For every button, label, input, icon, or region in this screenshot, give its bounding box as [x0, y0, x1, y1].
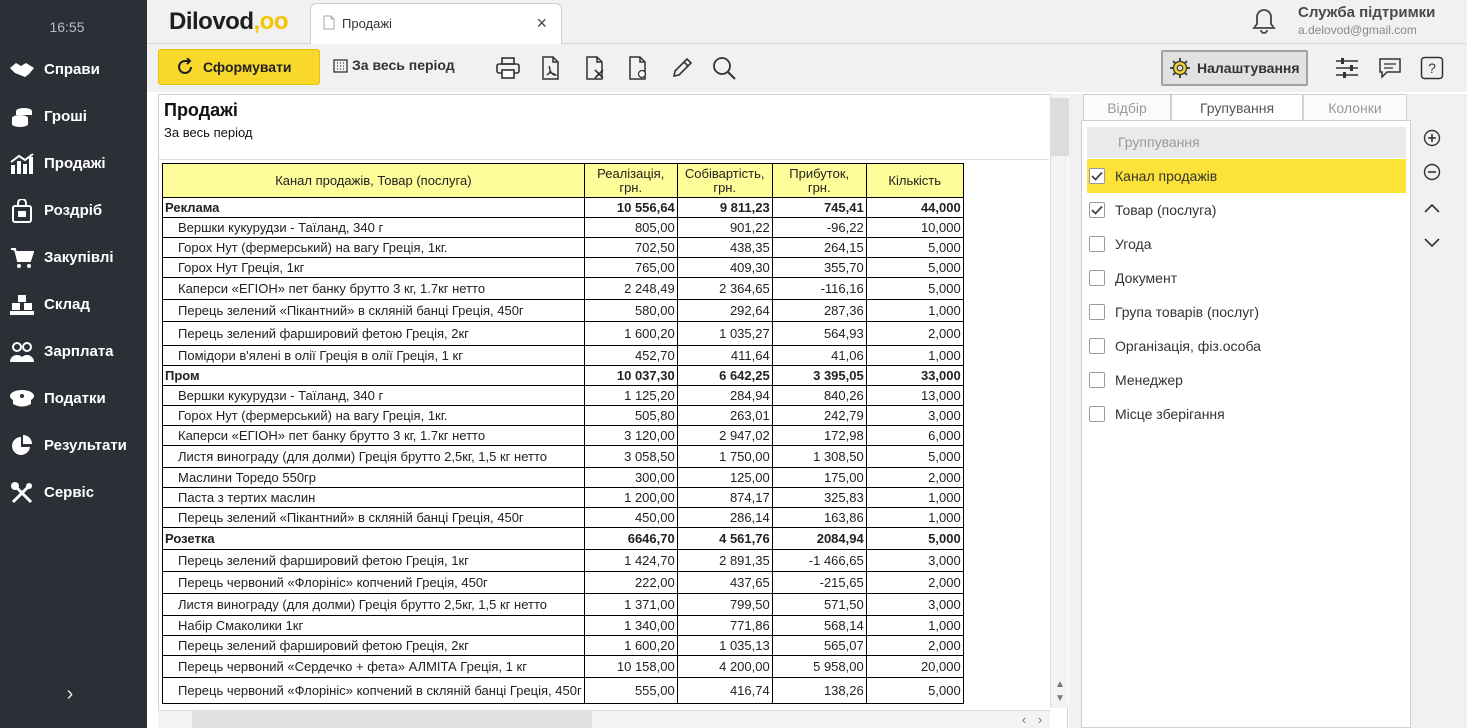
cell-qty: 10,000	[866, 218, 963, 238]
cell-name: Вершки кукурудзи - Таїланд, 340 г	[163, 218, 585, 238]
period-button-label: За весь період	[352, 57, 455, 73]
cell-name: Перець червоний «Сердечко + фета» АЛМІТА Греція, 1 кг	[163, 656, 585, 678]
sliders-icon[interactable]	[1333, 54, 1361, 82]
checkbox[interactable]	[1089, 406, 1105, 422]
cell-qty: 5,000	[866, 278, 963, 300]
cell-profit: 745,41	[772, 198, 866, 218]
chevron-down-icon[interactable]	[1421, 232, 1443, 254]
cell-sales: 765,00	[584, 258, 677, 278]
remove-icon[interactable]	[1421, 161, 1443, 183]
cell-sales: 222,00	[584, 572, 677, 594]
bar-chart-icon	[9, 151, 35, 177]
shopping-bag-icon	[9, 198, 35, 224]
cell-profit: 571,50	[772, 594, 866, 616]
col-header-profit: Прибуток, грн.	[772, 164, 866, 198]
calendar-icon	[333, 58, 348, 73]
table-row	[163, 218, 964, 238]
logo-text: Dilovod	[169, 8, 254, 35]
cell-qty: 3,000	[866, 406, 963, 426]
cell-sales: 1 600,20	[584, 322, 677, 346]
tab-filter[interactable]: Відбір	[1083, 94, 1171, 120]
cell-cost: 125,00	[677, 468, 772, 488]
grouping-item[interactable]	[1087, 193, 1406, 227]
report-table	[162, 163, 964, 704]
col-header-name: Канал продажів, Товар (послуга)	[163, 164, 585, 198]
cell-sales: 452,70	[584, 346, 677, 366]
support-email: a.delovod@gmail.com	[1298, 23, 1417, 37]
cell-qty: 3,000	[866, 594, 963, 616]
sidebar-item-rezultaty[interactable]	[0, 422, 147, 469]
cell-cost: 771,86	[677, 616, 772, 636]
scroll-up-icon[interactable]: ▲	[1055, 679, 1065, 690]
boxes-icon	[9, 292, 35, 318]
chevron-right-icon[interactable]: ›	[66, 683, 74, 705]
sidebar-item-label: Закупівлі	[44, 249, 114, 266]
cell-sales: 1 424,70	[584, 550, 677, 572]
shopping-cart-icon	[9, 245, 35, 271]
cell-qty: 2,000	[866, 468, 963, 488]
cell-name: Каперси «ЕГІОН» пет банку брутто 3 кг, 1.7кг нетто	[163, 426, 585, 446]
col-header-cost: Собівартість, грн.	[677, 164, 772, 198]
grouping-item-label: Менеджер	[1115, 372, 1183, 388]
document-icon	[323, 15, 335, 33]
period-button[interactable]	[333, 57, 455, 73]
export-pdf-icon[interactable]	[538, 54, 566, 82]
checkbox[interactable]	[1089, 338, 1105, 354]
cell-sales: 300,00	[584, 468, 677, 488]
sidebar-item-label: Продажі	[44, 155, 106, 172]
cell-cost: 4 561,76	[677, 528, 772, 550]
cell-profit: 287,36	[772, 300, 866, 322]
pie-chart-icon	[9, 433, 35, 459]
cell-sales: 10 556,64	[584, 198, 677, 218]
cell-name: Перець зелений «Пікантний» в скляній банці Греція, 450г	[163, 508, 585, 528]
cell-profit: 163,86	[772, 508, 866, 528]
cell-name: Набір Смаколики 1кг	[163, 616, 585, 636]
refresh-icon	[176, 58, 194, 76]
cell-profit: 264,15	[772, 238, 866, 258]
cell-qty: 1,000	[866, 300, 963, 322]
cell-sales: 580,00	[584, 300, 677, 322]
cell-qty: 5,000	[866, 446, 963, 468]
checkbox[interactable]	[1089, 372, 1105, 388]
cell-cost: 6 642,25	[677, 366, 772, 386]
cell-sales: 805,00	[584, 218, 677, 238]
sidebar-item-label: Склад	[44, 296, 90, 313]
table-group-row	[163, 198, 964, 218]
cell-name: Перець зелений фаршировий фетою Греція, 1кг	[163, 550, 585, 572]
cell-sales: 1 600,20	[584, 636, 677, 656]
cell-cost: 411,64	[677, 346, 772, 366]
cell-cost: 438,35	[677, 238, 772, 258]
coins-icon	[9, 104, 35, 130]
cell-profit: 1 308,50	[772, 446, 866, 468]
tab-grouping[interactable]: Групування	[1171, 94, 1303, 120]
grouping-item[interactable]	[1087, 397, 1406, 431]
cell-profit: 242,79	[772, 406, 866, 426]
divider	[159, 159, 1049, 160]
sidebar-item-sklad[interactable]	[0, 281, 147, 328]
grouping-item[interactable]	[1087, 295, 1406, 329]
table-row	[163, 386, 964, 406]
table-header-row	[163, 164, 964, 198]
cell-cost: 9 811,23	[677, 198, 772, 218]
cell-profit: 5 958,00	[772, 656, 866, 678]
cell-name: Маслини Торедо 550гр	[163, 468, 585, 488]
cell-qty: 5,000	[866, 238, 963, 258]
cell-cost: 409,30	[677, 258, 772, 278]
cell-name: Горох Нут (фермерський) на вагу Греція, 1кг.	[163, 406, 585, 426]
add-icon[interactable]	[1421, 127, 1443, 149]
cell-profit: 840,26	[772, 386, 866, 406]
table-row	[163, 488, 964, 508]
cell-name: Помідори в'ялені в олії Греція в олії Греція, 1 кг	[163, 346, 585, 366]
table-row	[163, 258, 964, 278]
cell-name: Каперси «ЕГІОН» пет банку брутто 3 кг, 1.7кг нетто	[163, 278, 585, 300]
cell-qty: 1,000	[866, 508, 963, 528]
grouping-item[interactable]	[1087, 329, 1406, 363]
cell-profit: -1 466,65	[772, 550, 866, 572]
cell-profit: 355,70	[772, 258, 866, 278]
cell-name: Горох Нут (фермерський) на вагу Греція, 1кг.	[163, 238, 585, 258]
officer-cap-icon	[9, 386, 35, 412]
scroll-thumb[interactable]	[192, 711, 592, 728]
table-row	[163, 300, 964, 322]
report-title: Продажі	[164, 100, 238, 120]
report-area	[158, 94, 1068, 728]
scroll-right-icon[interactable]: ›	[1037, 712, 1043, 727]
cell-name: Розетка	[163, 528, 585, 550]
search-icon[interactable]	[710, 54, 738, 82]
cell-qty: 1,000	[866, 346, 963, 366]
cell-sales: 1 340,00	[584, 616, 677, 636]
grouping-item-label: Угода	[1115, 236, 1152, 252]
cell-name: Листя винограду (для долми) Греція брутто 2,5кг, 1,5 кг нетто	[163, 446, 585, 468]
cell-profit: 568,14	[772, 616, 866, 636]
cell-qty: 5,000	[866, 258, 963, 278]
logo-dots: ,oo	[253, 8, 288, 35]
cell-qty: 2,000	[866, 322, 963, 346]
bell-icon[interactable]	[1252, 8, 1276, 37]
gear-icon	[1169, 57, 1191, 79]
cell-sales: 555,00	[584, 678, 677, 704]
sidebar-item-podatky[interactable]	[0, 375, 147, 422]
cell-profit: 564,93	[772, 322, 866, 346]
cell-cost: 1 035,13	[677, 636, 772, 656]
cell-qty: 6,000	[866, 426, 963, 446]
table-row	[163, 508, 964, 528]
col-header-qty: Кількість	[866, 164, 963, 198]
tab-sales[interactable]	[310, 3, 562, 45]
table-group-row	[163, 366, 964, 386]
scroll-thumb[interactable]	[1051, 98, 1069, 156]
table-row	[163, 426, 964, 446]
sidebar-item-rozdrib[interactable]	[0, 187, 147, 234]
sidebar-item-label: Сервіс	[44, 484, 95, 501]
toolbar	[147, 44, 1467, 92]
cell-profit: 41,06	[772, 346, 866, 366]
table-row	[163, 636, 964, 656]
cell-sales: 10 037,30	[584, 366, 677, 386]
sidebar-item-spravy[interactable]	[0, 46, 147, 93]
checkbox[interactable]	[1089, 270, 1105, 286]
cell-cost: 286,14	[677, 508, 772, 528]
grouping-item[interactable]	[1087, 159, 1406, 193]
cell-name: Паста з тертих маслин	[163, 488, 585, 508]
cell-profit: -116,16	[772, 278, 866, 300]
sidebar-item-label: Роздріб	[44, 202, 103, 219]
cell-qty: 3,000	[866, 550, 963, 572]
cell-sales: 450,00	[584, 508, 677, 528]
chevron-up-icon[interactable]	[1421, 197, 1443, 219]
cell-cost: 799,50	[677, 594, 772, 616]
table-row	[163, 406, 964, 426]
sidebar-item-label: Справи	[44, 61, 100, 78]
sidebar-item-label: Гроші	[44, 108, 87, 125]
grouping-item-label: Група товарів (послуг)	[1115, 304, 1259, 320]
horizontal-scrollbar[interactable]	[158, 710, 1050, 728]
settings-button-label: Налаштування	[1197, 60, 1300, 76]
cell-sales: 1 371,00	[584, 594, 677, 616]
grouping-item-label: Місце зберігання	[1115, 406, 1225, 422]
cell-name: Вершки кукурудзи - Таїланд, 340 г	[163, 386, 585, 406]
close-icon[interactable]: ×	[536, 13, 547, 33]
cell-sales: 6646,70	[584, 528, 677, 550]
cell-sales: 10 158,00	[584, 656, 677, 678]
cell-qty: 5,000	[866, 678, 963, 704]
cell-sales: 1 200,00	[584, 488, 677, 508]
cell-profit: 325,83	[772, 488, 866, 508]
cell-sales: 2 248,49	[584, 278, 677, 300]
cell-name: Перець червоний «Флорініс» копчений Греція, 450г	[163, 572, 585, 594]
cell-cost: 874,17	[677, 488, 772, 508]
grouping-item-label: Організація, фіз.особа	[1115, 338, 1261, 354]
cell-cost: 1 750,00	[677, 446, 772, 468]
cell-cost: 2 364,65	[677, 278, 772, 300]
cell-cost: 901,22	[677, 218, 772, 238]
cell-cost: 263,01	[677, 406, 772, 426]
logo[interactable]	[169, 8, 288, 36]
sidebar-item-label: Податки	[44, 390, 106, 407]
checkbox[interactable]	[1089, 202, 1105, 218]
cell-qty: 44,000	[866, 198, 963, 218]
grouping-item[interactable]	[1087, 261, 1406, 295]
cell-qty: 1,000	[866, 488, 963, 508]
cell-sales: 1 125,20	[584, 386, 677, 406]
table-row	[163, 468, 964, 488]
grouping-item-label: Документ	[1115, 270, 1178, 286]
cell-profit: 172,98	[772, 426, 866, 446]
cell-cost: 284,94	[677, 386, 772, 406]
support-title: Служба підтримки	[1298, 4, 1436, 21]
cell-cost: 416,74	[677, 678, 772, 704]
checkbox[interactable]	[1089, 304, 1105, 320]
table-row	[163, 446, 964, 468]
people-icon	[9, 339, 35, 365]
cell-cost: 437,65	[677, 572, 772, 594]
vertical-scrollbar[interactable]	[1050, 94, 1068, 708]
table-group-row	[163, 528, 964, 550]
checkmark-icon	[1091, 205, 1103, 215]
sidebar	[0, 0, 147, 728]
scroll-down-icon[interactable]: ▼	[1055, 693, 1065, 704]
svg-text:?: ?	[1428, 60, 1436, 76]
edit-icon[interactable]	[668, 54, 696, 82]
sidebar-item-hroshi[interactable]	[0, 93, 147, 140]
table-row	[163, 616, 964, 636]
col-header-sales: Реалізація, грн.	[584, 164, 677, 198]
cell-name: Перець червоний «Флорініс» копчений в скляній банці Греція, 450г	[163, 678, 585, 704]
cell-name: Перець зелений фаршировий фетою Греція, 2кг	[163, 322, 585, 346]
sidebar-item-label: Результати	[44, 437, 127, 454]
cell-profit: 3 395,05	[772, 366, 866, 386]
table-row	[163, 550, 964, 572]
clock: 16:55	[49, 19, 85, 35]
cell-cost: 2 891,35	[677, 550, 772, 572]
cell-cost: 2 947,02	[677, 426, 772, 446]
table-row	[163, 594, 964, 616]
cell-cost: 1 035,27	[677, 322, 772, 346]
document-settings-icon[interactable]	[625, 54, 653, 82]
cell-name: Пром	[163, 366, 585, 386]
table-row	[163, 238, 964, 258]
grouping-item-label: Канал продажів	[1115, 168, 1218, 184]
generate-button-label: Сформувати	[203, 59, 292, 75]
cell-sales: 702,50	[584, 238, 677, 258]
cell-profit: -215,65	[772, 572, 866, 594]
top-bar	[147, 0, 1467, 44]
checkbox[interactable]	[1089, 236, 1105, 252]
cell-profit: 2084,94	[772, 528, 866, 550]
handshake-icon	[9, 57, 35, 83]
sidebar-item-label: Зарплата	[44, 343, 114, 360]
settings-panel	[1069, 94, 1467, 728]
cell-qty: 2,000	[866, 572, 963, 594]
table-row	[163, 572, 964, 594]
cell-sales: 3 058,50	[584, 446, 677, 468]
tab-title: Продажі	[342, 16, 392, 31]
table-row	[163, 678, 964, 704]
table-row	[163, 322, 964, 346]
cell-sales: 3 120,00	[584, 426, 677, 446]
cell-name: Перець зелений фаршировий фетою Греція, 2кг	[163, 636, 585, 656]
tools-icon	[9, 480, 35, 506]
cell-qty: 33,000	[866, 366, 963, 386]
cell-cost: 292,64	[677, 300, 772, 322]
scroll-left-icon[interactable]: ‹	[1021, 712, 1027, 727]
generate-button[interactable]	[158, 49, 320, 85]
checkmark-icon	[1091, 171, 1103, 181]
grouping-item[interactable]	[1087, 363, 1406, 397]
cell-profit: 175,00	[772, 468, 866, 488]
print-icon[interactable]	[494, 54, 522, 82]
sidebar-item-zarplata[interactable]	[0, 328, 147, 375]
report-subtitle: За весь період	[164, 125, 253, 140]
sidebar-item-prodazhi[interactable]	[0, 140, 147, 187]
sidebar-item-zakupivli[interactable]	[0, 234, 147, 281]
grouping-list	[1081, 120, 1411, 728]
cell-cost: 4 200,00	[677, 656, 772, 678]
cell-qty: 2,000	[866, 636, 963, 656]
help-icon[interactable]	[1418, 54, 1446, 82]
sidebar-item-servis[interactable]	[0, 469, 147, 516]
cell-name: Листя винограду (для долми) Греція брутто 2,5кг, 1,5 кг нетто	[163, 594, 585, 616]
cell-profit: -96,22	[772, 218, 866, 238]
cell-profit: 565,07	[772, 636, 866, 656]
cell-profit: 138,26	[772, 678, 866, 704]
grouping-item-label: Товар (послуга)	[1115, 202, 1217, 218]
grouping-list-header: Группування	[1087, 127, 1406, 158]
cell-qty: 20,000	[866, 656, 963, 678]
cell-name: Перець зелений «Пікантний» в скляній банці Греція, 450г	[163, 300, 585, 322]
chat-icon[interactable]	[1376, 54, 1404, 82]
settings-button[interactable]	[1161, 50, 1308, 86]
table-row	[163, 656, 964, 678]
table-row	[163, 346, 964, 366]
table-row	[163, 278, 964, 300]
cell-sales: 505,80	[584, 406, 677, 426]
cell-name: Реклама	[163, 198, 585, 218]
support-block[interactable]	[1298, 4, 1435, 37]
cell-name: Горох Нут Греція, 1кг	[163, 258, 585, 278]
cell-qty: 13,000	[866, 386, 963, 406]
checkbox[interactable]	[1089, 168, 1105, 184]
cell-qty: 1,000	[866, 616, 963, 636]
export-excel-icon[interactable]	[582, 54, 610, 82]
tab-columns[interactable]: Колонки	[1303, 94, 1407, 120]
grouping-item[interactable]	[1087, 227, 1406, 261]
cell-qty: 5,000	[866, 528, 963, 550]
